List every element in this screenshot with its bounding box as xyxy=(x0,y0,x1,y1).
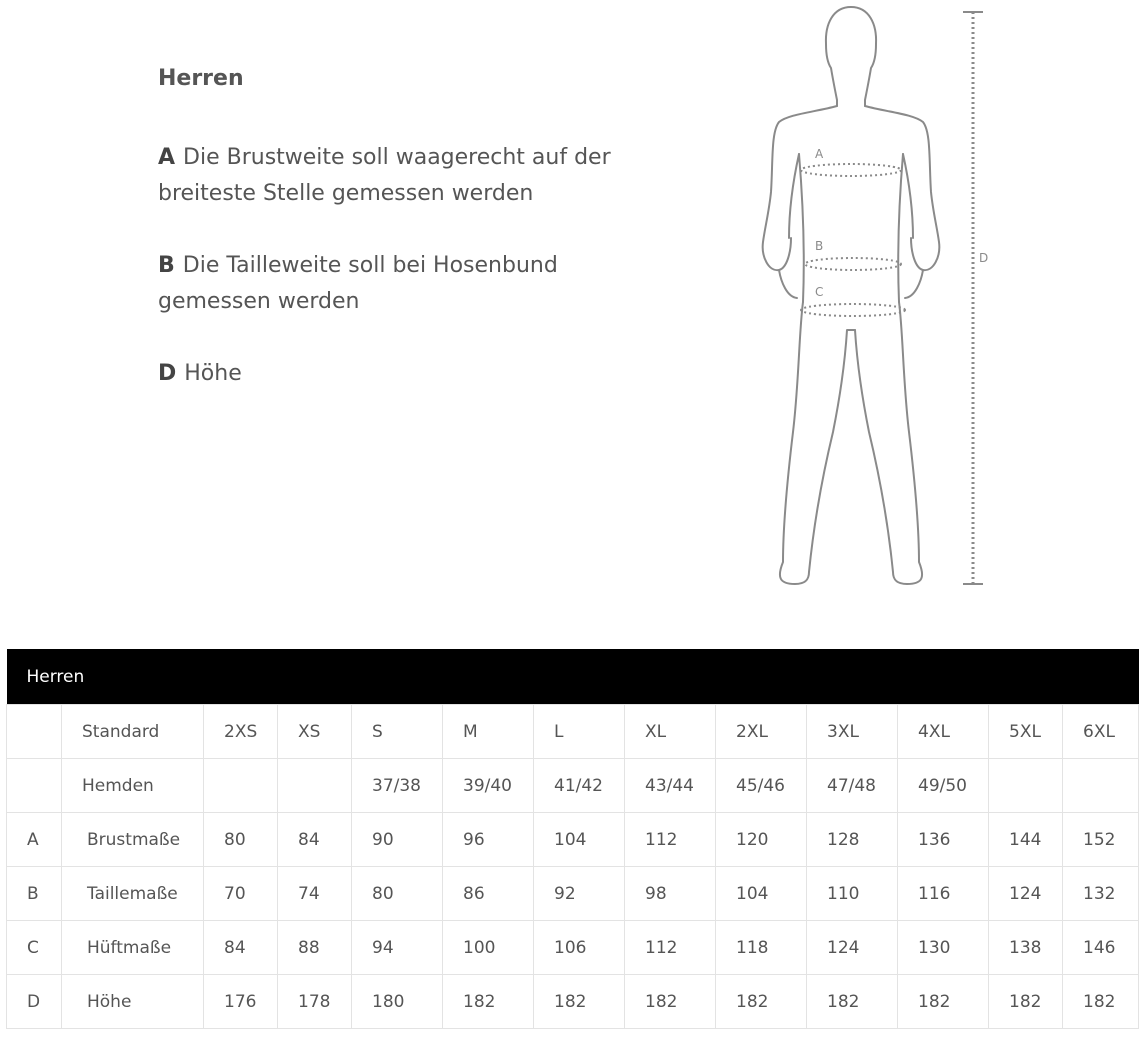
instruction-letter: A xyxy=(158,145,176,170)
table-header-row xyxy=(7,649,1139,705)
table-cell xyxy=(278,759,352,813)
chest-measure-line xyxy=(801,164,901,176)
table-cell: 112 xyxy=(625,813,716,867)
table-cell-label: Taillemaße xyxy=(62,867,204,921)
table-cell: L xyxy=(534,705,625,759)
marker-a: A xyxy=(815,147,824,161)
table-cell: 6XL xyxy=(1063,705,1139,759)
table-cell: 39/40 xyxy=(443,759,534,813)
table-cell: 3XL xyxy=(807,705,898,759)
table-cell-label: Hüftmaße xyxy=(62,921,204,975)
table-cell: 124 xyxy=(989,867,1063,921)
table-cell: 84 xyxy=(278,813,352,867)
table-cell: 120 xyxy=(716,813,807,867)
table-cell: 118 xyxy=(716,921,807,975)
table-cell: 130 xyxy=(898,921,989,975)
table-cell-letter: A xyxy=(7,813,62,867)
table-cell: 182 xyxy=(807,975,898,1029)
table-cell: 112 xyxy=(625,921,716,975)
body-measurement-figure xyxy=(755,2,1005,602)
table-row xyxy=(7,975,1139,1029)
instruction-a xyxy=(158,140,618,212)
table-cell: 43/44 xyxy=(625,759,716,813)
marker-c: C xyxy=(815,285,824,299)
table-cell: 96 xyxy=(443,813,534,867)
table-cell: 182 xyxy=(443,975,534,1029)
table-cell: 80 xyxy=(204,813,278,867)
table-cell: 104 xyxy=(716,867,807,921)
table-cell: 136 xyxy=(898,813,989,867)
size-table xyxy=(6,649,1139,1029)
table-cell: 98 xyxy=(625,867,716,921)
table-cell-label: Hemden xyxy=(62,759,204,813)
body-outline-illustration xyxy=(755,2,1005,602)
table-cell: 182 xyxy=(625,975,716,1029)
table-cell: 176 xyxy=(204,975,278,1029)
table-row xyxy=(7,921,1139,975)
table-cell: XL xyxy=(625,705,716,759)
marker-b: B xyxy=(815,239,824,253)
table-cell-label: Standard xyxy=(62,705,204,759)
instruction-text: Die Tailleweite soll bei Hosenbund gemessen werden xyxy=(158,253,558,314)
table-cell xyxy=(1063,759,1139,813)
table-cell: 92 xyxy=(534,867,625,921)
table-cell: 88 xyxy=(278,921,352,975)
intro-title: Herren xyxy=(158,66,244,91)
table-cell: 2XL xyxy=(716,705,807,759)
table-cell xyxy=(204,759,278,813)
instruction-d xyxy=(158,356,618,392)
table-cell: 41/42 xyxy=(534,759,625,813)
table-cell: 4XL xyxy=(898,705,989,759)
table-cell: 86 xyxy=(443,867,534,921)
table-cell-label: Höhe xyxy=(62,975,204,1029)
table-cell: 138 xyxy=(989,921,1063,975)
table-cell-label: Brustmaße xyxy=(62,813,204,867)
table-cell: 124 xyxy=(807,921,898,975)
waist-measure-line xyxy=(805,258,901,270)
table-cell: 5XL xyxy=(989,705,1063,759)
table-row xyxy=(7,705,1139,759)
table-cell xyxy=(7,705,62,759)
table-cell: 182 xyxy=(989,975,1063,1029)
table-cell: 70 xyxy=(204,867,278,921)
instruction-letter: B xyxy=(158,253,175,278)
table-cell: S xyxy=(352,705,443,759)
table-cell: 116 xyxy=(898,867,989,921)
table-row xyxy=(7,867,1139,921)
table-cell: 74 xyxy=(278,867,352,921)
table-cell: XS xyxy=(278,705,352,759)
table-row xyxy=(7,759,1139,813)
table-cell xyxy=(989,759,1063,813)
table-cell-letter: B xyxy=(7,867,62,921)
table-cell: 106 xyxy=(534,921,625,975)
instruction-text: Höhe xyxy=(184,361,242,386)
table-cell: 178 xyxy=(278,975,352,1029)
table-cell: 37/38 xyxy=(352,759,443,813)
table-cell: 2XS xyxy=(204,705,278,759)
measurement-instructions xyxy=(158,62,618,428)
table-cell-letter: C xyxy=(7,921,62,975)
table-cell: 49/50 xyxy=(898,759,989,813)
table-cell: 90 xyxy=(352,813,443,867)
table-cell: 182 xyxy=(534,975,625,1029)
table-cell: 80 xyxy=(352,867,443,921)
table-cell: 152 xyxy=(1063,813,1139,867)
table-cell: 104 xyxy=(534,813,625,867)
table-cell: 110 xyxy=(807,867,898,921)
table-cell: 146 xyxy=(1063,921,1139,975)
table-title: Herren xyxy=(7,649,1139,705)
table-cell-letter: D xyxy=(7,975,62,1029)
instruction-text: Die Brustweite soll waagerecht auf der breiteste Stelle gemessen werden xyxy=(158,145,611,206)
table-cell: 182 xyxy=(1063,975,1139,1029)
table-cell: 144 xyxy=(989,813,1063,867)
table-cell: 182 xyxy=(898,975,989,1029)
instruction-letter: D xyxy=(158,361,177,386)
table-row xyxy=(7,813,1139,867)
table-cell: 94 xyxy=(352,921,443,975)
table-cell: 84 xyxy=(204,921,278,975)
table-cell: M xyxy=(443,705,534,759)
hip-measure-line xyxy=(801,304,905,316)
table-cell: 47/48 xyxy=(807,759,898,813)
table-cell: 128 xyxy=(807,813,898,867)
table-cell: 132 xyxy=(1063,867,1139,921)
marker-d: D xyxy=(979,251,989,265)
table-cell: 45/46 xyxy=(716,759,807,813)
table-cell: 100 xyxy=(443,921,534,975)
table-cell xyxy=(7,759,62,813)
table-cell: 182 xyxy=(716,975,807,1029)
instruction-b xyxy=(158,248,618,320)
table-cell: 180 xyxy=(352,975,443,1029)
